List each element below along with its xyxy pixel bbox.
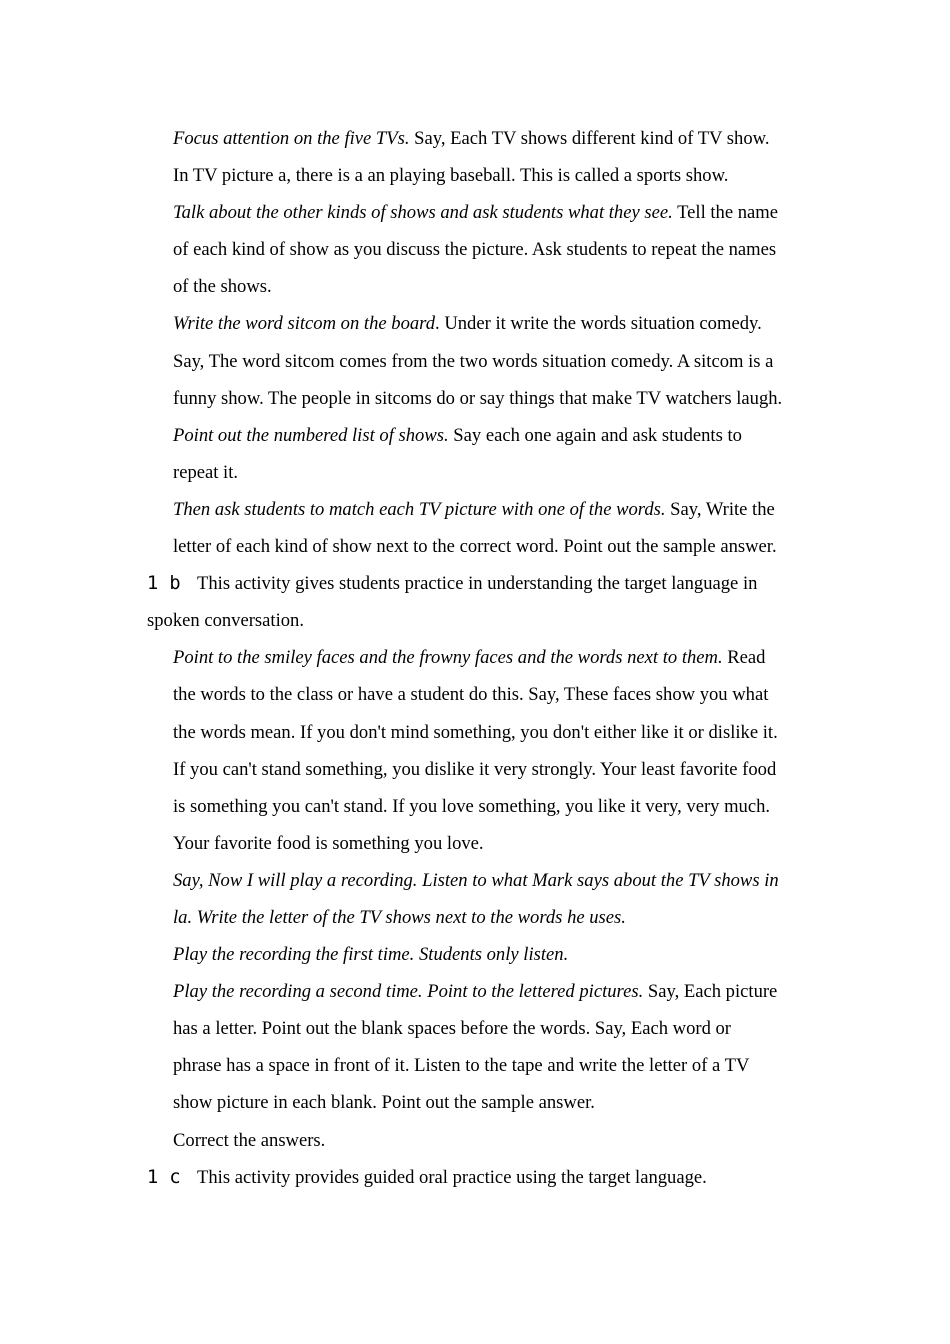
text-line [147, 1159, 812, 1196]
text-line [147, 1047, 812, 1084]
body-text: of each kind of show as you discuss the picture. Ask students to repeat the names [173, 239, 777, 261]
instruction-text: Then ask students to match each TV picture with one of the words. [173, 498, 666, 520]
instruction-text: Point out the numbered list of shows. [173, 424, 449, 446]
body-text: letter of each kind of show next to the correct word. Point out the sample answer. [173, 536, 777, 558]
text-line [147, 343, 812, 380]
text-line [147, 788, 812, 825]
body-text: Say, Each picture [643, 981, 778, 1003]
text-line [147, 602, 812, 639]
body-text: spoken conversation. [147, 610, 304, 632]
instruction-text: Play the recording a second time. Point to the lettered pictures. [173, 981, 644, 1003]
instruction-text: Point to the smiley faces and the frowny faces and the words next to them. [173, 647, 723, 669]
text-line [147, 120, 812, 157]
body-text: Your favorite food is something you love. [173, 832, 484, 854]
instruction-text: Focus attention on the five TVs. [173, 128, 410, 149]
text-line [147, 751, 812, 788]
body-text: of the shows. [173, 276, 272, 298]
text-line [147, 825, 812, 862]
body-text: Tell the name [672, 202, 779, 224]
instruction-text: Play the recording the first time. Students only listen. [173, 944, 569, 966]
instruction-text: Write the word sitcom on the board [173, 313, 436, 335]
text-line [147, 714, 812, 751]
body-text: funny show. The people in sitcoms do or say things that make TV watchers laugh. [173, 387, 783, 409]
body-text: repeat it. [173, 461, 239, 483]
body-text: . Under it write the words situation comedy. [435, 313, 762, 335]
text-line [147, 936, 812, 973]
text-line [147, 194, 812, 231]
text-line [147, 565, 812, 602]
text-line [147, 862, 812, 899]
body-text: Correct the answers. [173, 1129, 326, 1151]
body-text: This activity provides guided oral practice using the target language. [197, 1166, 707, 1188]
instruction-text: la. Write the letter of the TV shows next to the words he uses. [173, 906, 626, 928]
text-line [147, 528, 812, 565]
text-line [147, 1122, 812, 1159]
body-text: is something you can't stand. If you love something, you like it very, very much. [173, 795, 771, 817]
text-line [147, 899, 812, 936]
instruction-text: Say, Now I will play a recording. Listen to what Mark says about the TV shows in [173, 869, 779, 891]
body-text: If you can't stand something, you dislike it very strongly. Your least favorite food [173, 758, 777, 780]
text-line [147, 676, 812, 713]
instruction-text: Talk about the other kinds of shows and ask students what they see. [173, 202, 673, 224]
body-text: Say, Each TV shows different kind of TV show. [409, 128, 770, 149]
text-line [147, 454, 812, 491]
body-text: phrase has a space in front of it. Listen to the tape and write the letter of a TV [173, 1055, 750, 1077]
body-text: Read [722, 647, 766, 669]
body-text: show picture in each blank. Point out the sample answer. [173, 1092, 595, 1114]
section-label: 1 b [147, 573, 181, 595]
section-label: 1 c [147, 1166, 181, 1188]
text-line [147, 380, 812, 417]
body-text: Say, Write the [665, 498, 775, 520]
text-line [147, 639, 812, 676]
document-body [147, 120, 812, 1196]
text-line [147, 305, 812, 342]
body-text: the words to the class or have a student do this. Say, These faces show you what [173, 684, 769, 706]
body-text: Say, The word sitcom comes from the two words situation comedy. A sitcom is a [173, 350, 774, 372]
body-text: Say each one again and ask students to [448, 424, 742, 446]
text-line [147, 231, 812, 268]
text-line [147, 973, 812, 1010]
body-text: has a letter. Point out the blank spaces before the words. Say, Each word or [173, 1018, 732, 1040]
text-line [147, 491, 812, 528]
body-text: the words mean. If you don't mind something, you don't either like it or dislike it. [173, 721, 778, 743]
text-line [147, 1010, 812, 1047]
body-text: In TV picture a, there is a an playing baseball. This is called a sports show. [173, 165, 729, 187]
text-line [147, 157, 812, 194]
text-line [147, 417, 812, 454]
body-text: This activity gives students practice in understanding the target language in [197, 573, 758, 595]
text-line [147, 268, 812, 305]
text-line [147, 1084, 812, 1121]
